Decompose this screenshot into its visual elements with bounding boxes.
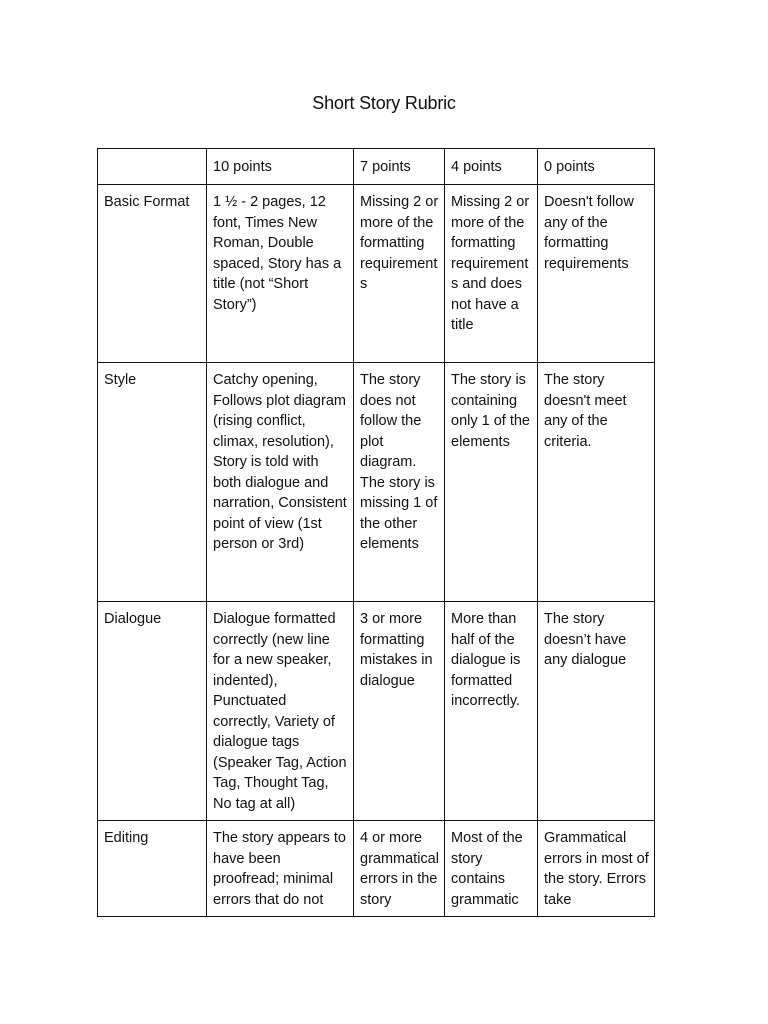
table-cell: 4 or more grammatical errors in the story [354, 821, 445, 917]
table-cell: Dialogue formatted correctly (new line for a new speaker, indented), Punctuated correctly, Variety of dialogue tags (Speaker Tag, Action Tag, Thought Tag, No tag at all) [207, 602, 354, 821]
table-cell: The story doesn't meet any of the criteria. [538, 363, 655, 602]
table-cell: The story appears to have been proofread; minimal errors that do not [207, 821, 354, 917]
table-cell: The story is containing only 1 of the elements [445, 363, 538, 602]
table-header-row [98, 149, 655, 185]
table-cell: More than half of the dialogue is formatted incorrectly. [445, 602, 538, 821]
rubric-table [97, 148, 655, 917]
table-cell: Missing 2 or more of the formatting requirements [354, 185, 445, 363]
criterion-cell: Dialogue [98, 602, 207, 821]
criterion-cell: Style [98, 363, 207, 602]
header-cell-7-points: 7 points [354, 149, 445, 185]
table-cell: The story does not follow the plot diagram. The story is missing 1 of the other elements [354, 363, 445, 602]
criterion-cell: Editing [98, 821, 207, 917]
table-row-dialogue [98, 602, 655, 821]
header-cell-0-points: 0 points [538, 149, 655, 185]
page-title: Short Story Rubric [312, 93, 456, 113]
header-cell-4-points: 4 points [445, 149, 538, 185]
table-row-style [98, 363, 655, 602]
criterion-cell: Basic Format [98, 185, 207, 363]
header-cell-empty [98, 149, 207, 185]
table-cell: Doesn't follow any of the formatting requirements [538, 185, 655, 363]
table-cell: Missing 2 or more of the formatting requirements and does not have a title [445, 185, 538, 363]
header-cell-10-points: 10 points [207, 149, 354, 185]
table-cell: 1 ½ - 2 pages, 12 font, Times New Roman, Double spaced, Story has a title (not “Short Story”) [207, 185, 354, 363]
table-cell: The story doesn’t have any dialogue [538, 602, 655, 821]
table-row-editing [98, 821, 655, 917]
table-row-basic-format [98, 185, 655, 363]
table-cell: 3 or more formatting mistakes in dialogue [354, 602, 445, 821]
table-cell: Grammatical errors in most of the story. Errors take [538, 821, 655, 917]
table-cell: Catchy opening, Follows plot diagram (rising conflict, climax, resolution), Story is told with both dialogue and narration, Consistent point of view (1st person or 3rd) [207, 363, 354, 602]
table-cell: Most of the story contains grammatic [445, 821, 538, 917]
